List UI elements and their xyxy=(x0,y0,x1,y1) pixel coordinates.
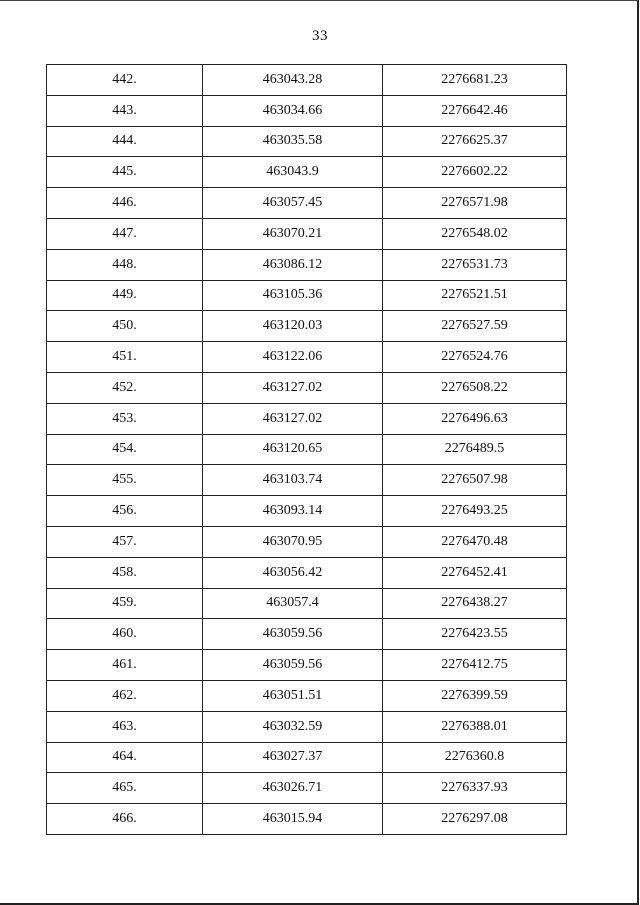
x-coordinate-cell: 463035.58 xyxy=(203,126,383,157)
table-row xyxy=(47,619,567,650)
y-coordinate-cell: 2276548.02 xyxy=(383,218,567,249)
coordinates-table-body xyxy=(47,65,567,835)
x-coordinate-cell: 463056.42 xyxy=(203,557,383,588)
point-number-cell: 456. xyxy=(47,496,203,527)
table-row xyxy=(47,403,567,434)
table-row xyxy=(47,372,567,403)
point-number-cell: 453. xyxy=(47,403,203,434)
y-coordinate-cell: 2276531.73 xyxy=(383,249,567,280)
point-number-cell: 465. xyxy=(47,773,203,804)
y-coordinate-cell: 2276337.93 xyxy=(383,773,567,804)
point-number-cell: 449. xyxy=(47,280,203,311)
table-row xyxy=(47,188,567,219)
table-row xyxy=(47,157,567,188)
y-coordinate-cell: 2276527.59 xyxy=(383,311,567,342)
y-coordinate-cell: 2276507.98 xyxy=(383,465,567,496)
x-coordinate-cell: 463120.65 xyxy=(203,434,383,465)
y-coordinate-cell: 2276625.37 xyxy=(383,126,567,157)
x-coordinate-cell: 463057.4 xyxy=(203,588,383,619)
page-number: 33 xyxy=(312,28,328,44)
point-number-cell: 451. xyxy=(47,342,203,373)
point-number-cell: 445. xyxy=(47,157,203,188)
x-coordinate-cell: 463057.45 xyxy=(203,188,383,219)
table-row xyxy=(47,711,567,742)
y-coordinate-cell: 2276452.41 xyxy=(383,557,567,588)
x-coordinate-cell: 463103.74 xyxy=(203,465,383,496)
point-number-cell: 455. xyxy=(47,465,203,496)
table-row xyxy=(47,804,567,835)
table-row xyxy=(47,526,567,557)
x-coordinate-cell: 463043.9 xyxy=(203,157,383,188)
table-row xyxy=(47,742,567,773)
y-coordinate-cell: 2276521.51 xyxy=(383,280,567,311)
point-number-cell: 454. xyxy=(47,434,203,465)
y-coordinate-cell: 2276470.48 xyxy=(383,526,567,557)
y-coordinate-cell: 2276360.8 xyxy=(383,742,567,773)
table-row xyxy=(47,249,567,280)
point-number-cell: 457. xyxy=(47,526,203,557)
y-coordinate-cell: 2276571.98 xyxy=(383,188,567,219)
table-row xyxy=(47,650,567,681)
table-row xyxy=(47,557,567,588)
table-row xyxy=(47,95,567,126)
y-coordinate-cell: 2276642.46 xyxy=(383,95,567,126)
x-coordinate-cell: 463059.56 xyxy=(203,619,383,650)
table-row xyxy=(47,280,567,311)
x-coordinate-cell: 463034.66 xyxy=(203,95,383,126)
point-number-cell: 448. xyxy=(47,249,203,280)
x-coordinate-cell: 463070.21 xyxy=(203,218,383,249)
point-number-cell: 444. xyxy=(47,126,203,157)
point-number-cell: 458. xyxy=(47,557,203,588)
x-coordinate-cell: 463070.95 xyxy=(203,526,383,557)
point-number-cell: 442. xyxy=(47,65,203,96)
table-row xyxy=(47,126,567,157)
point-number-cell: 450. xyxy=(47,311,203,342)
y-coordinate-cell: 2276438.27 xyxy=(383,588,567,619)
table-row xyxy=(47,218,567,249)
point-number-cell: 463. xyxy=(47,711,203,742)
table-row xyxy=(47,588,567,619)
point-number-cell: 466. xyxy=(47,804,203,835)
x-coordinate-cell: 463122.06 xyxy=(203,342,383,373)
x-coordinate-cell: 463032.59 xyxy=(203,711,383,742)
y-coordinate-cell: 2276489.5 xyxy=(383,434,567,465)
table-row xyxy=(47,465,567,496)
x-coordinate-cell: 463059.56 xyxy=(203,650,383,681)
point-number-cell: 460. xyxy=(47,619,203,650)
point-number-cell: 461. xyxy=(47,650,203,681)
x-coordinate-cell: 463120.03 xyxy=(203,311,383,342)
x-coordinate-cell: 463127.02 xyxy=(203,403,383,434)
y-coordinate-cell: 2276388.01 xyxy=(383,711,567,742)
point-number-cell: 446. xyxy=(47,188,203,219)
table-row xyxy=(47,773,567,804)
point-number-cell: 462. xyxy=(47,680,203,711)
y-coordinate-cell: 2276681.23 xyxy=(383,65,567,96)
y-coordinate-cell: 2276297.08 xyxy=(383,804,567,835)
y-coordinate-cell: 2276602.22 xyxy=(383,157,567,188)
y-coordinate-cell: 2276412.75 xyxy=(383,650,567,681)
coordinates-table xyxy=(46,64,567,835)
point-number-cell: 452. xyxy=(47,372,203,403)
point-number-cell: 459. xyxy=(47,588,203,619)
y-coordinate-cell: 2276493.25 xyxy=(383,496,567,527)
table-row xyxy=(47,342,567,373)
table-row xyxy=(47,680,567,711)
x-coordinate-cell: 463086.12 xyxy=(203,249,383,280)
y-coordinate-cell: 2276508.22 xyxy=(383,372,567,403)
x-coordinate-cell: 463043.28 xyxy=(203,65,383,96)
x-coordinate-cell: 463093.14 xyxy=(203,496,383,527)
table-row xyxy=(47,311,567,342)
y-coordinate-cell: 2276496.63 xyxy=(383,403,567,434)
x-coordinate-cell: 463051.51 xyxy=(203,680,383,711)
x-coordinate-cell: 463027.37 xyxy=(203,742,383,773)
y-coordinate-cell: 2276399.59 xyxy=(383,680,567,711)
x-coordinate-cell: 463127.02 xyxy=(203,372,383,403)
table-row xyxy=(47,65,567,96)
x-coordinate-cell: 463105.36 xyxy=(203,280,383,311)
point-number-cell: 443. xyxy=(47,95,203,126)
point-number-cell: 464. xyxy=(47,742,203,773)
y-coordinate-cell: 2276423.55 xyxy=(383,619,567,650)
x-coordinate-cell: 463015.94 xyxy=(203,804,383,835)
y-coordinate-cell: 2276524.76 xyxy=(383,342,567,373)
point-number-cell: 447. xyxy=(47,218,203,249)
x-coordinate-cell: 463026.71 xyxy=(203,773,383,804)
table-row xyxy=(47,496,567,527)
table-row xyxy=(47,434,567,465)
